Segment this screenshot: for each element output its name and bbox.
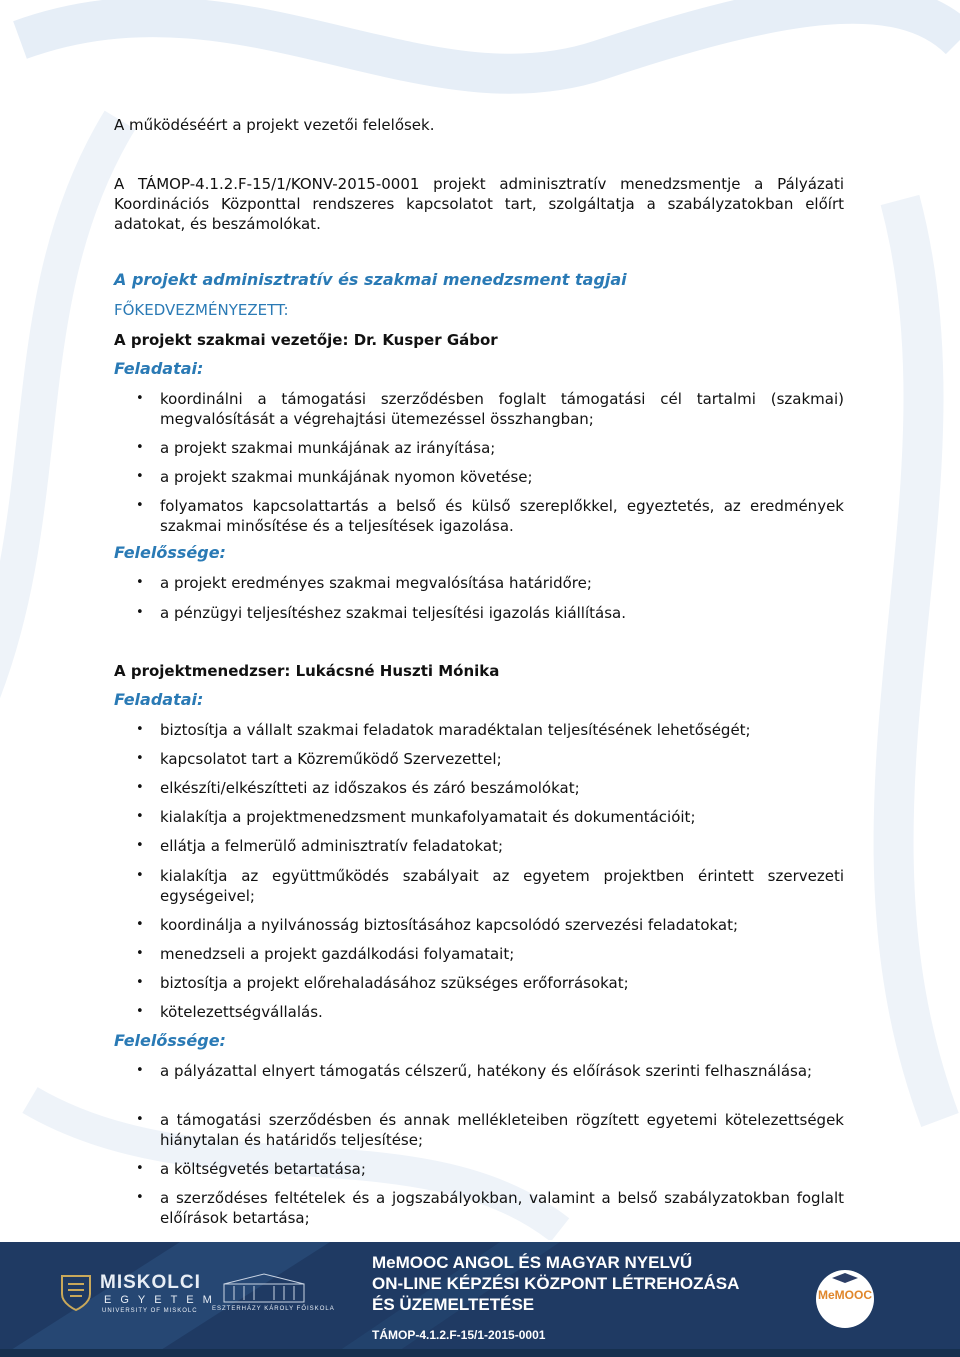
college-name: ESZTERHÁZY KÁROLY FŐISKOLA (212, 1306, 335, 1312)
footer-title-line: ÉS ÜZEMELTETÉSE (372, 1295, 535, 1314)
footer-title (372, 1252, 739, 1315)
list-item: • a támogatási szerződésben és annak mellékleteiben rögzített egyetemi kötelezettségek hiánytalan és határidős teljesítése; (160, 1110, 844, 1150)
list-item: • biztosítja a projekt előrehaladásához szükséges erőforrásokat; (160, 973, 844, 993)
list-item: • a költségvetés betartatása; (160, 1159, 844, 1179)
university-name: MISKOLCI (100, 1272, 201, 1293)
list-item: • kapcsolatot tart a Közreműködő Szervezettel; (160, 749, 844, 769)
list-item: • kialakítja az együttműködés szabályait az egyetem projektben érintett szervezeti egységeivel; (160, 866, 844, 906)
footer-banner (0, 1242, 960, 1357)
intro-paragraph: A TÁMOP-4.1.2.F-15/1/KONV-2015-0001 projekt adminisztratív menedzsmentje a Pályázati Koordinációs Központtal rendszeres kapcsolatot tart, szolgáltatja a szabályzatokban előírt adatokat, és beszámolókat. (114, 175, 844, 233)
list-item: • a projekt szakmai munkájának nyomon követése; (160, 467, 844, 487)
section-title: A projekt adminisztratív és szakmai menedzsment tagjai (114, 270, 627, 289)
manager-title: A projektmenedzser: Lukácsné Huszti Mónika (114, 662, 500, 680)
manager-resp-label: Felelőssége: (114, 1031, 226, 1050)
graduation-cap-icon (830, 1272, 860, 1286)
list-item: • menedzseli a projekt gazdálkodási folyamatait; (160, 944, 844, 964)
list-item: • biztosítja a vállalt szakmai feladatok maradéktalan teljesítésének lehetőségét; (160, 720, 844, 740)
project-code: TÁMOP-4.1.2.F-15/1-2015-0001 (372, 1328, 546, 1342)
list-item: • koordinálja a nyilvánosság biztosításához kapcsolódó szervezési feladatokat; (160, 915, 844, 935)
memooc-logo (816, 1270, 874, 1328)
university-english-name: UNIVERSITY OF MISKOLC (102, 1308, 198, 1314)
list-item: • a projekt eredményes szakmai megvalósítása határidőre; (160, 573, 844, 593)
manager-tasks-label: Feladatai: (114, 690, 204, 709)
memooc-logo-text: MeMOOC (818, 1288, 872, 1302)
list-item: • elkészíti/elkészítteti az időszakos és záró beszámolókat; (160, 778, 844, 798)
list-item: • koordinálni a támogatási szerződésben foglalt támogatási cél tartalmi (szakmai) megvalósítását a végrehajtási ütemezéssel összhangban; (160, 389, 844, 429)
list-item: • kialakítja a projektmenedzsment munkafolyamatait és dokumentációit; (160, 807, 844, 827)
leader-tasks-label: Feladatai: (114, 359, 204, 378)
footer-title-line: MeMOOC ANGOL ÉS MAGYAR NYELVŰ (372, 1253, 693, 1272)
footer-title-line: ON-LINE KÉPZÉSI KÖZPONT LÉTREHOZÁSA (372, 1274, 740, 1293)
college-building-icon (222, 1272, 306, 1304)
university-word: EGYETEM (104, 1294, 221, 1306)
list-item: • folyamatos kapcsolattartás a belső és külső szereplőkkel, egyeztetés, az eredmények szakmai minősítése és a teljesítések igazolása. (160, 496, 844, 536)
list-item: • a projekt szakmai munkájának az irányítása; (160, 438, 844, 458)
beneficiary-label: FŐKEDVEZMÉNYEZETT: (114, 301, 289, 319)
leader-title: A projekt szakmai vezetője: Dr. Kusper Gábor (114, 331, 498, 349)
list-item: • a pályázattal elnyert támogatás célszerű, hatékony és előírások szerinti felhasználása; (160, 1061, 844, 1081)
list-item: • a pénzügyi teljesítéshez szakmai teljesítési igazolás kiállítása. (160, 603, 844, 623)
list-item: • ellátja a felmerülő adminisztratív feladatokat; (160, 836, 844, 856)
list-item: • kötelezettségvállalás. (160, 1002, 844, 1022)
leader-resp-label: Felelőssége: (114, 543, 226, 562)
list-item: • a szerződéses feltételek és a jogszabályokban, valamint a belső szabályzatokban foglalt előírások betartása; (160, 1188, 844, 1228)
intro-line: A működéséért a projekt vezetői felelősek. (114, 116, 435, 134)
university-crest-icon (58, 1272, 94, 1312)
